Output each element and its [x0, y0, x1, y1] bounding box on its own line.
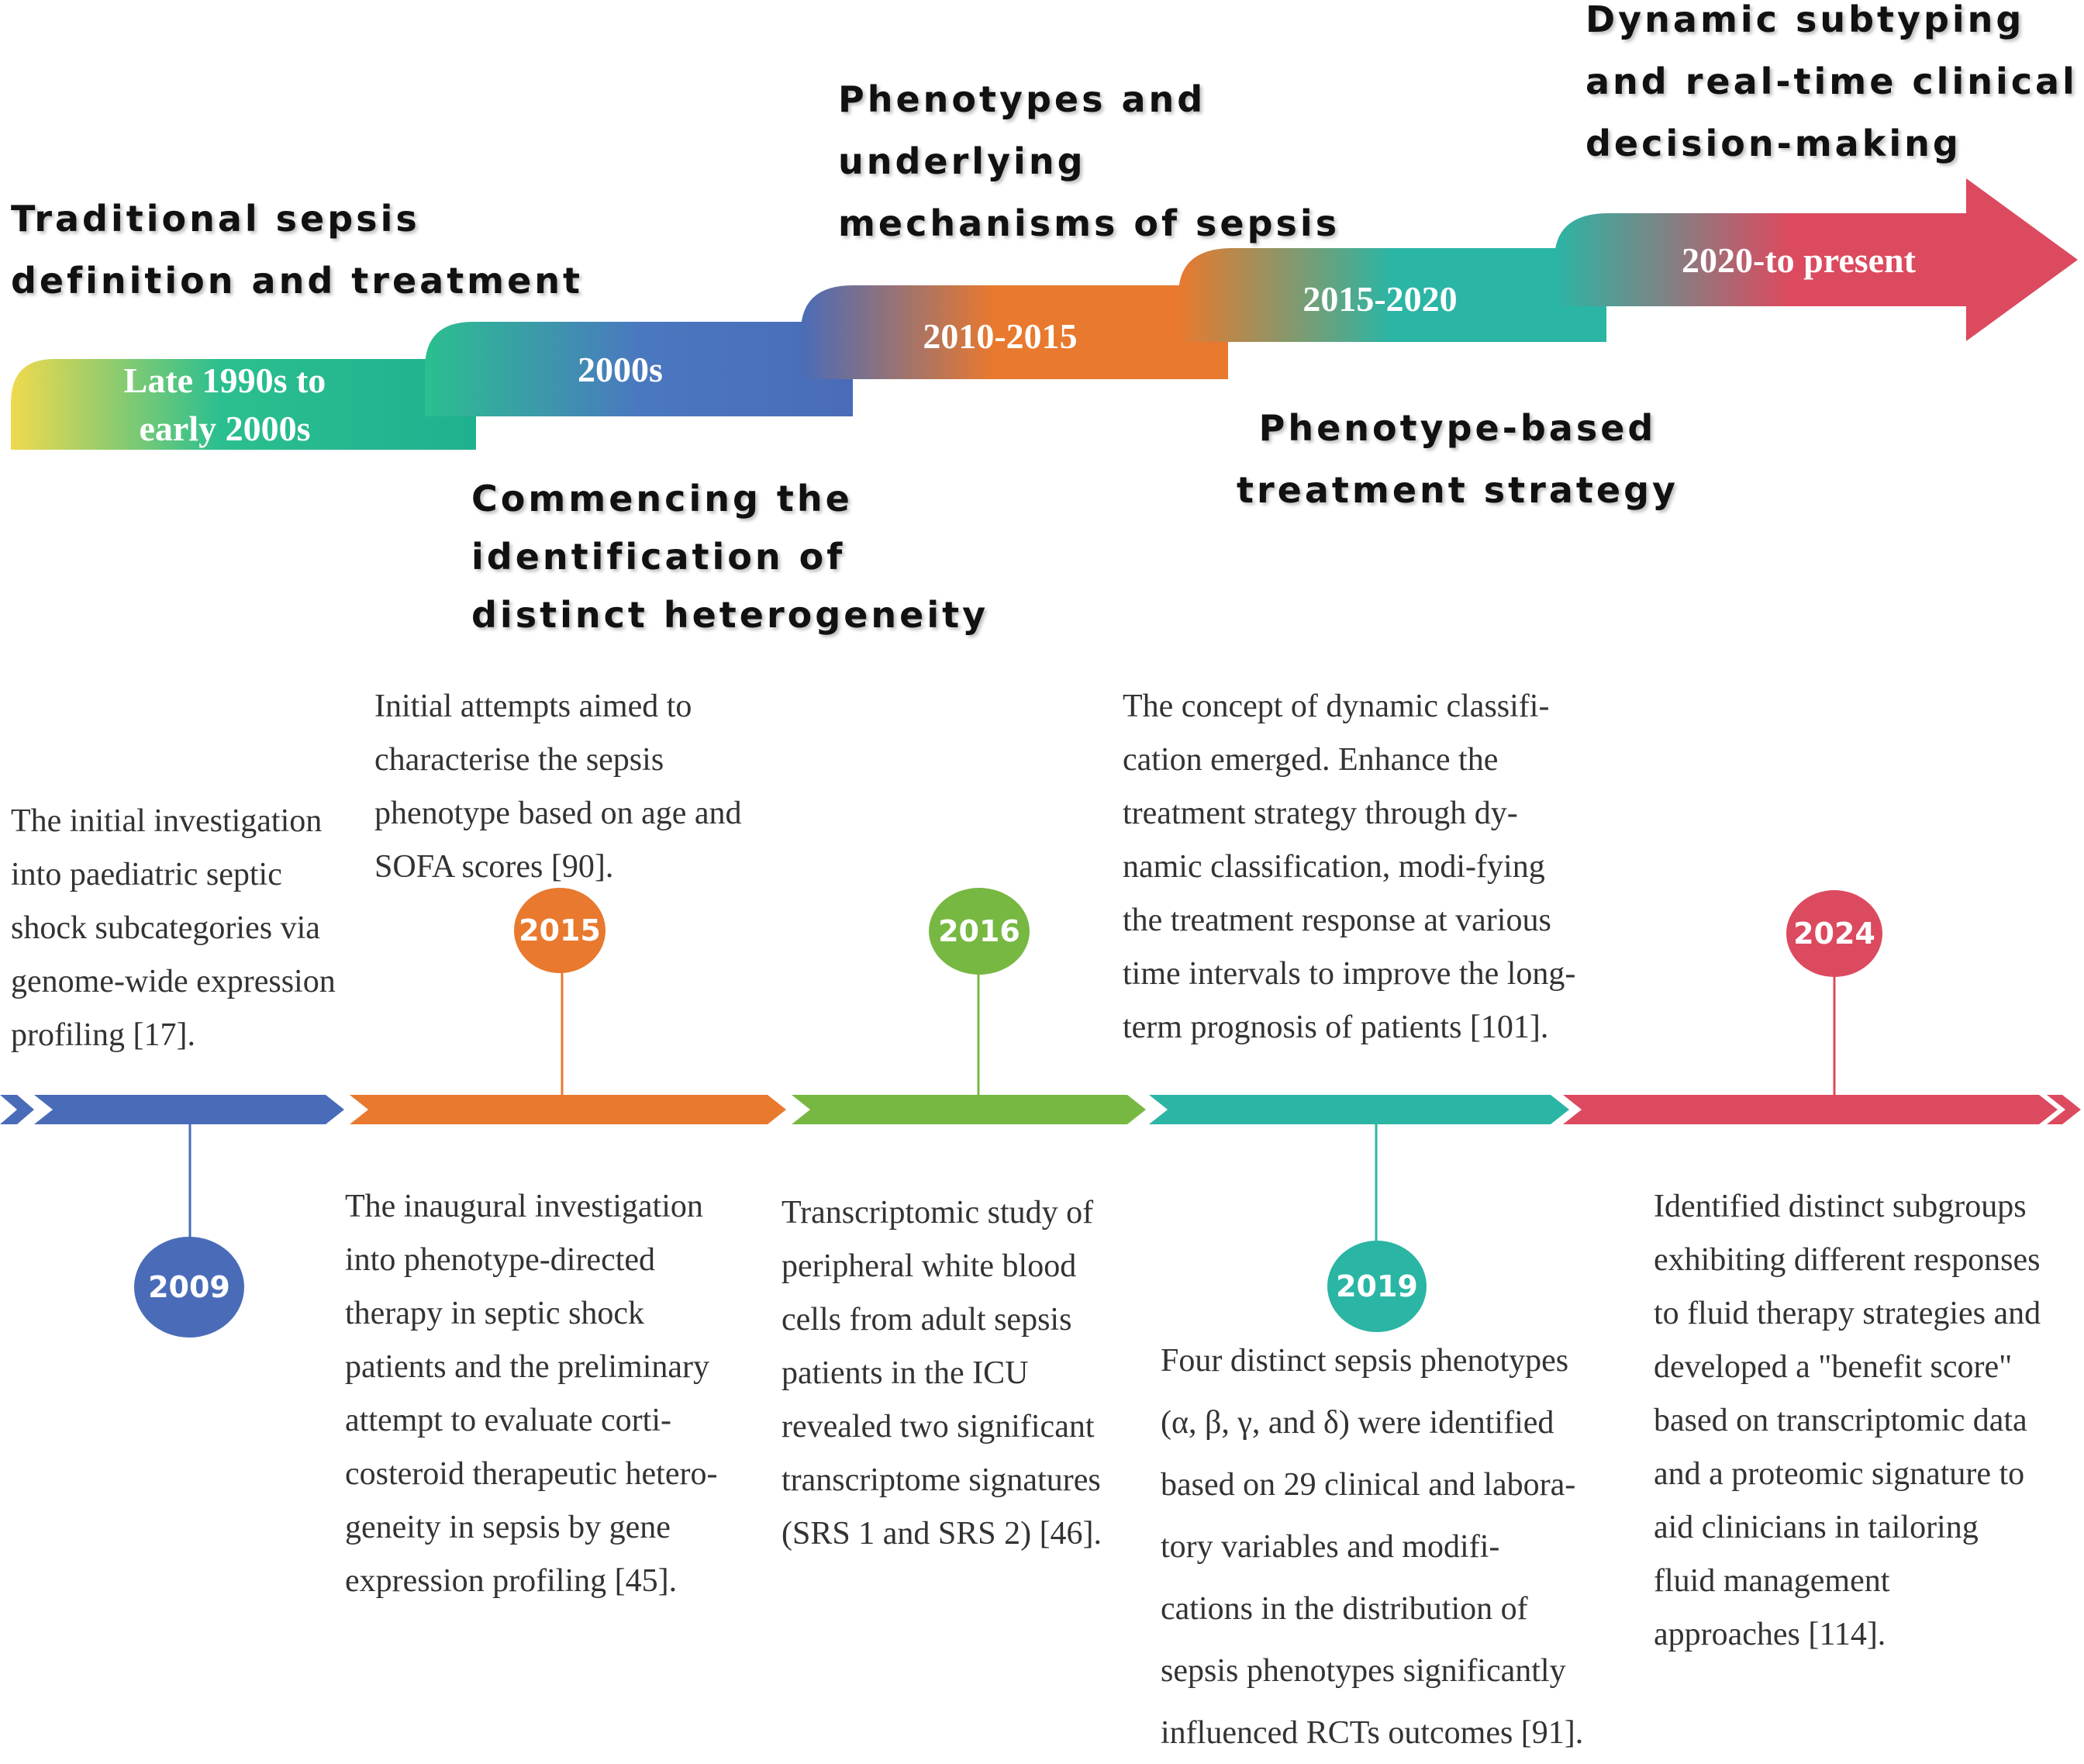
text-line: fluid management: [1654, 1563, 1890, 1599]
text-line: profiling [17].: [11, 1017, 195, 1053]
timeline-segment-green: [792, 1095, 1146, 1124]
heading-line: Dynamic subtyping: [1585, 0, 2025, 40]
heading-line: distinct heterogeneity: [471, 594, 989, 636]
period-label-5: [1628, 236, 1969, 285]
text-line: the treatment response at various: [1123, 903, 1551, 938]
text-line: cations in the distribution of: [1161, 1591, 1528, 1627]
milestone-text-2019-top: [1123, 680, 1575, 1055]
period-label-1: [78, 357, 372, 453]
year-badge-2019: 2019: [1327, 1241, 1427, 1332]
milestone-text-2019-bottom: [1161, 1330, 1583, 1764]
year-badge-2015: 2015: [514, 888, 606, 973]
text-line: term prognosis of patients [101].: [1123, 1010, 1549, 1045]
year-badge-2009: 2009: [134, 1237, 244, 1338]
text-line: The inaugural investigation: [345, 1189, 703, 1224]
text-line: namic classification, modi-fying: [1123, 849, 1545, 885]
text-line: Initial attempts aimed to: [374, 689, 692, 724]
period-line: 2000s: [578, 350, 663, 389]
era-heading-5: [1585, 0, 2078, 174]
text-line: treatment strategy through dy-: [1123, 796, 1518, 831]
text-line: tory variables and modifi-: [1161, 1529, 1500, 1565]
text-line: expression profiling [45].: [345, 1563, 678, 1599]
text-line: influenced RCTs outcomes [91].: [1161, 1715, 1584, 1751]
text-line: transcriptome signatures: [782, 1462, 1101, 1498]
text-line: attempt to evaluate corti-: [345, 1403, 671, 1438]
year-badge-2024: 2024: [1786, 890, 1882, 977]
era-heading-4: [1237, 397, 1679, 521]
milestone-text-2016: [782, 1186, 1102, 1561]
period-line: early 2000s: [139, 409, 311, 448]
period-line: 2015-2020: [1302, 279, 1458, 319]
milestone-text-2015-bottom: [345, 1180, 717, 1608]
text-line: revealed two significant: [782, 1409, 1095, 1445]
period-line: Late 1990s to: [123, 361, 326, 400]
text-line: cation emerged. Enhance the: [1123, 742, 1499, 778]
text-line: aid clinicians in tailoring: [1654, 1510, 1979, 1545]
heading-line: mechanisms of sepsis: [838, 202, 1340, 244]
heading-line: underlying: [838, 140, 1086, 182]
era-heading-2: [471, 470, 989, 644]
milestone-text-2015-top: [374, 680, 742, 894]
text-line: cells from adult sepsis: [782, 1302, 1072, 1338]
text-line: Four distinct sepsis phenotypes: [1161, 1343, 1569, 1379]
text-line: sepsis phenotypes significantly: [1161, 1653, 1566, 1689]
text-line: exhibiting different responses: [1654, 1242, 2041, 1278]
timeline-segment-teal: [1149, 1095, 1569, 1124]
text-line: (SRS 1 and SRS 2) [46].: [782, 1516, 1102, 1552]
text-line: The concept of dynamic classifi-: [1123, 689, 1550, 724]
milestone-text-2024: [1654, 1180, 2041, 1662]
heading-line: Phenotype-based: [1258, 407, 1657, 449]
text-line: costeroid therapeutic hetero-: [345, 1456, 718, 1492]
timeline-chevron-start: [0, 1095, 34, 1124]
period-label-2: [496, 346, 744, 394]
heading-line: Phenotypes and: [838, 78, 1206, 120]
text-line: based on transcriptomic data: [1654, 1403, 2027, 1438]
heading-line: identification of: [471, 536, 846, 578]
period-label-4: [1264, 275, 1496, 323]
heading-line: definition and treatment: [11, 260, 584, 302]
text-line: peripheral white blood: [782, 1248, 1077, 1284]
text-line: patients and the preliminary: [345, 1349, 710, 1385]
text-line: SOFA scores [90].: [374, 849, 614, 885]
timeline-segment-red: [1563, 1095, 2058, 1124]
text-line: genome-wide expression: [11, 964, 336, 999]
text-line: into paediatric septic: [11, 857, 282, 892]
text-line: Identified distinct subgroups: [1654, 1189, 2027, 1224]
heading-line: Traditional sepsis: [11, 198, 420, 240]
text-line: geneity in sepsis by gene: [345, 1510, 671, 1545]
timeline-segment-orange: [350, 1095, 786, 1124]
timeline-segment-blue: [34, 1095, 344, 1124]
text-line: therapy in septic shock: [345, 1296, 645, 1331]
milestone-text-2009: [11, 795, 336, 1062]
period-line: 2020-to present: [1682, 240, 1916, 280]
period-label-3: [884, 312, 1116, 361]
heading-line: and real-time clinical: [1585, 60, 2078, 102]
heading-line: Commencing the: [471, 478, 853, 520]
era-heading-1: [11, 188, 583, 312]
text-line: Transcriptomic study of: [782, 1195, 1094, 1231]
text-line: developed a "benefit score": [1654, 1349, 2013, 1385]
text-line: and a proteomic signature to: [1654, 1456, 2025, 1492]
text-line: characterise the sepsis: [374, 742, 664, 778]
text-line: into phenotype-directed: [345, 1242, 656, 1278]
heading-line: treatment strategy: [1237, 469, 1679, 511]
year-badge-2016: 2016: [929, 888, 1030, 975]
text-line: based on 29 clinical and labora-: [1161, 1467, 1576, 1503]
text-line: shock subcategories via: [11, 910, 320, 946]
text-line: phenotype based on age and: [374, 796, 742, 831]
text-line: (α, β, γ, and δ) were identified: [1161, 1405, 1554, 1441]
era-heading-3: [838, 68, 1340, 254]
text-line: The initial investigation: [11, 803, 323, 839]
text-line: patients in the ICU: [782, 1355, 1029, 1391]
text-line: to fluid therapy strategies and: [1654, 1296, 2041, 1331]
text-line: approaches [114].: [1654, 1617, 1886, 1652]
heading-line: decision-making: [1585, 123, 1962, 164]
text-line: time intervals to improve the long-: [1123, 956, 1576, 992]
period-line: 2010-2015: [923, 316, 1078, 356]
